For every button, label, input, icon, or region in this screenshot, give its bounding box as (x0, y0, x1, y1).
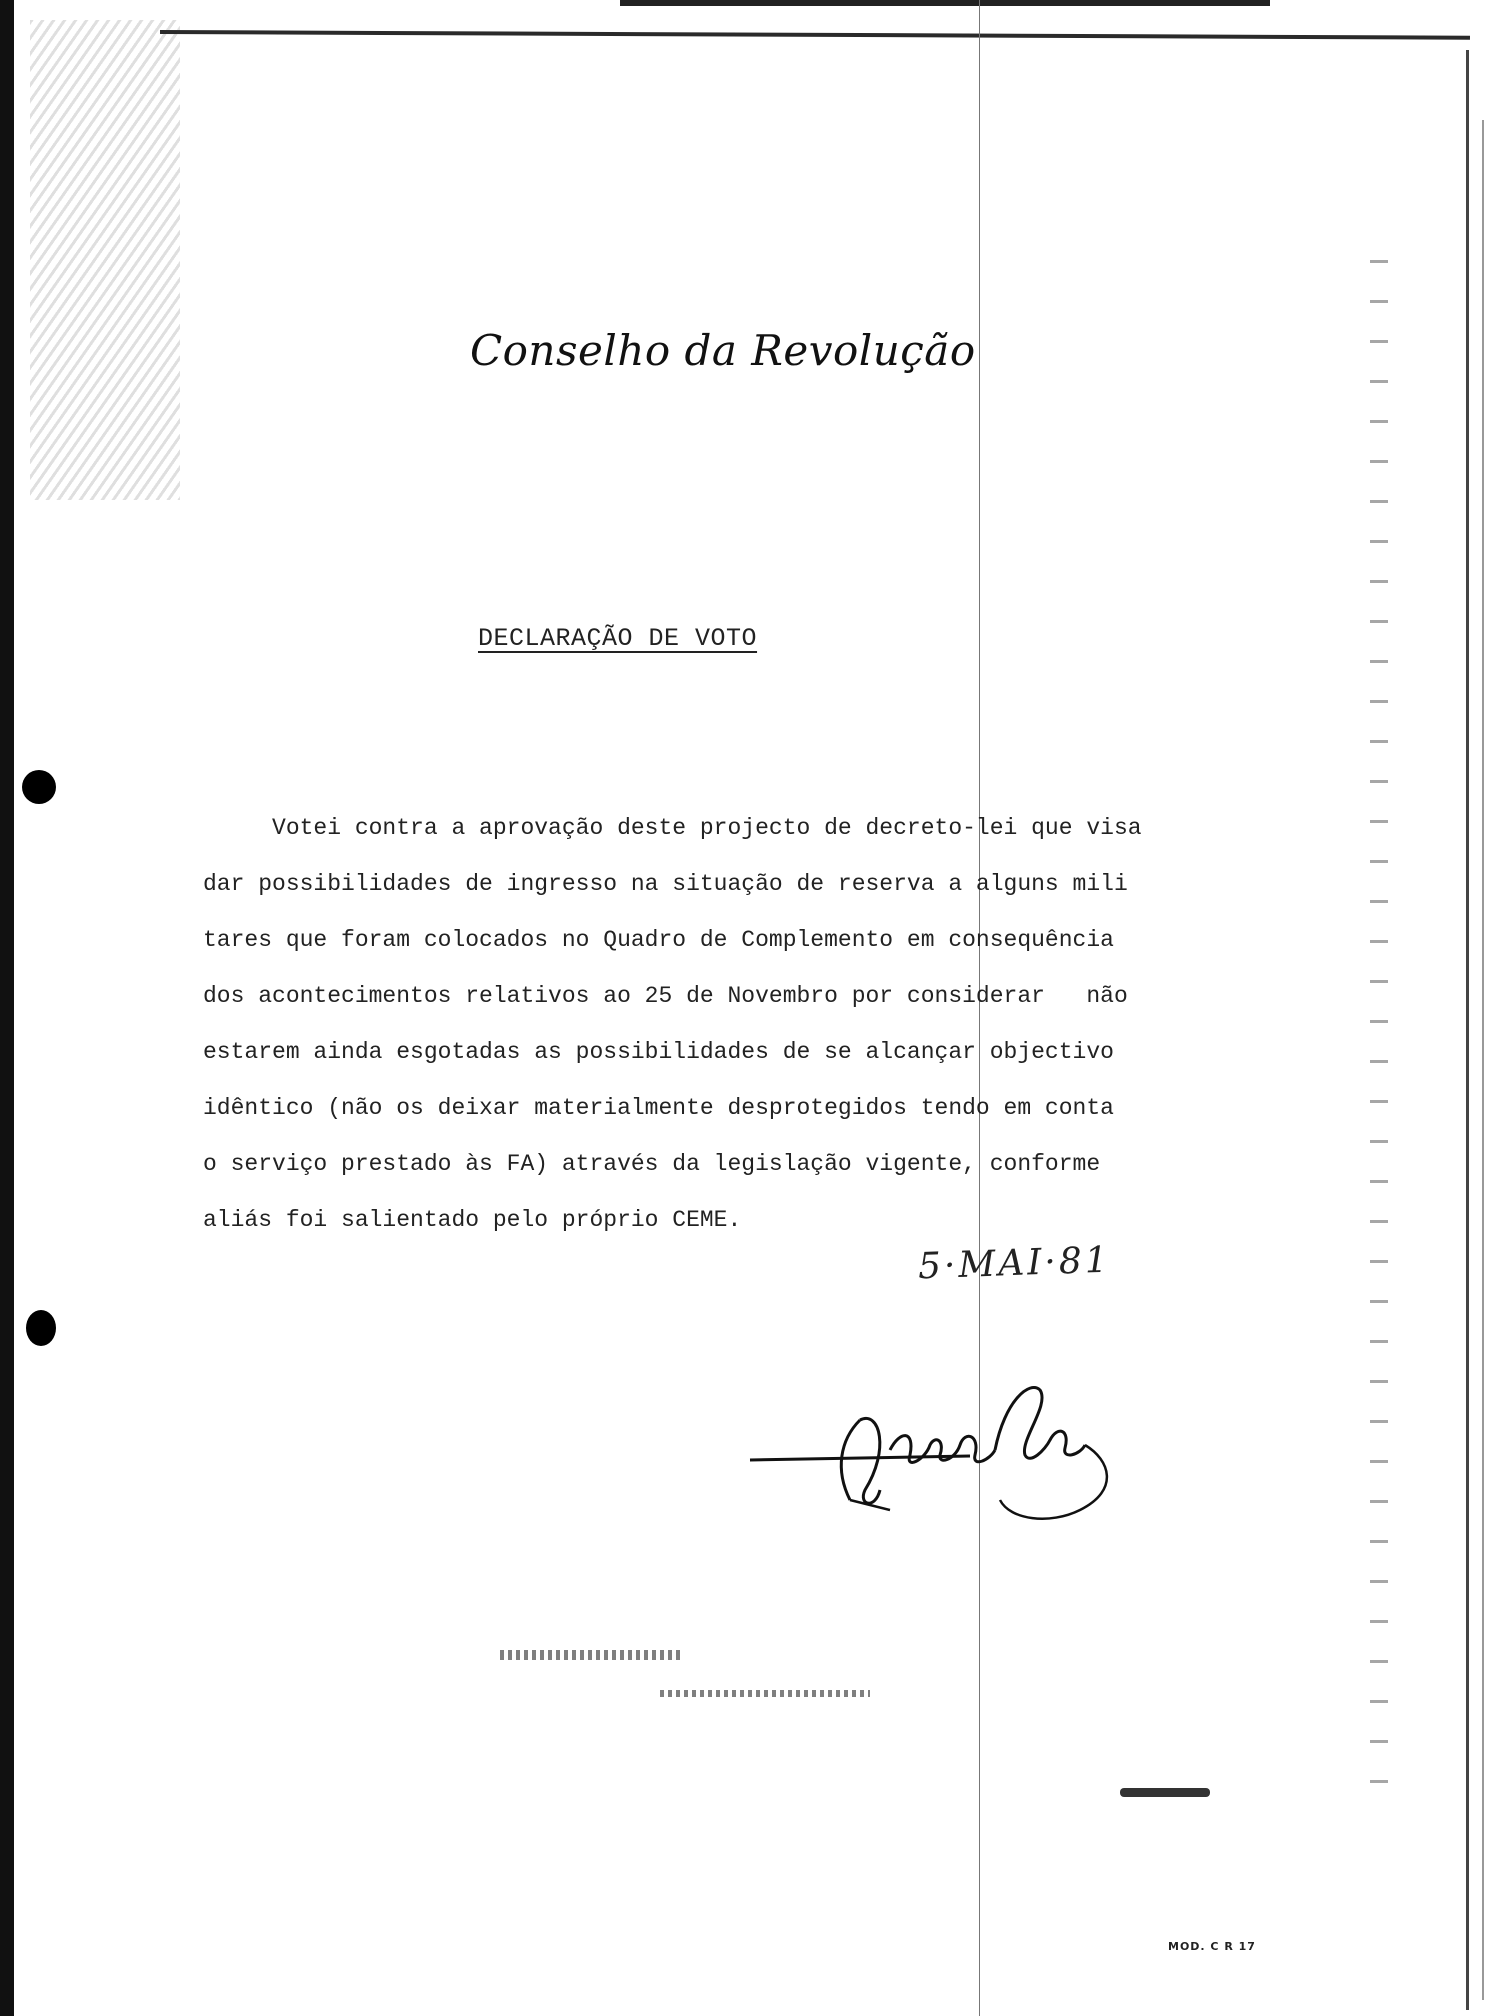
body-line: idêntico (não os deixar materialmente desprotegidos tendo em conta (203, 1095, 1114, 1121)
declaration-body (203, 800, 1253, 1248)
body-line: aliás foi salientado pelo próprio CEME. (203, 1207, 742, 1233)
scan-top-rule (160, 30, 1470, 40)
document-title: DECLARAÇÃO DE VOTO (478, 624, 758, 653)
scan-smudge (30, 20, 180, 500)
signature (740, 1360, 1140, 1530)
scan-left-edge (0, 0, 14, 2016)
scan-right-edge-inner (1482, 120, 1484, 2000)
punch-hole (26, 1310, 56, 1346)
ink-blot (660, 1690, 870, 1697)
body-line: estarem ainda esgotadas as possibilidades de se alcançar objectivo (203, 1039, 1114, 1065)
body-line: o serviço prestado às FA) através da legislação vigente, conforme (203, 1151, 1101, 1177)
body-line: dos acontecimentos relativos ao 25 de Novembro por considerar não (203, 983, 1128, 1009)
punch-hole (22, 770, 56, 804)
body-line: tares que foram colocados no Quadro de Complemento em consequência (203, 927, 1114, 953)
body-line: Votei contra a aprovação deste projecto de decreto-lei que visa (203, 815, 1142, 841)
body-line: dar possibilidades de ingresso na situação de reserva a alguns mili (203, 871, 1128, 897)
scan-right-edge (1466, 50, 1469, 2010)
form-code: MOD. C R 17 (1168, 1940, 1256, 1953)
scan-specks (1370, 260, 1388, 1810)
scan-top-shadow (620, 0, 1270, 6)
handwritten-date: 5·MAI·81 (917, 1239, 1112, 1288)
letterhead: Conselho da Revolução (470, 326, 976, 375)
ink-blot (1120, 1788, 1210, 1797)
ink-blot (500, 1650, 680, 1660)
